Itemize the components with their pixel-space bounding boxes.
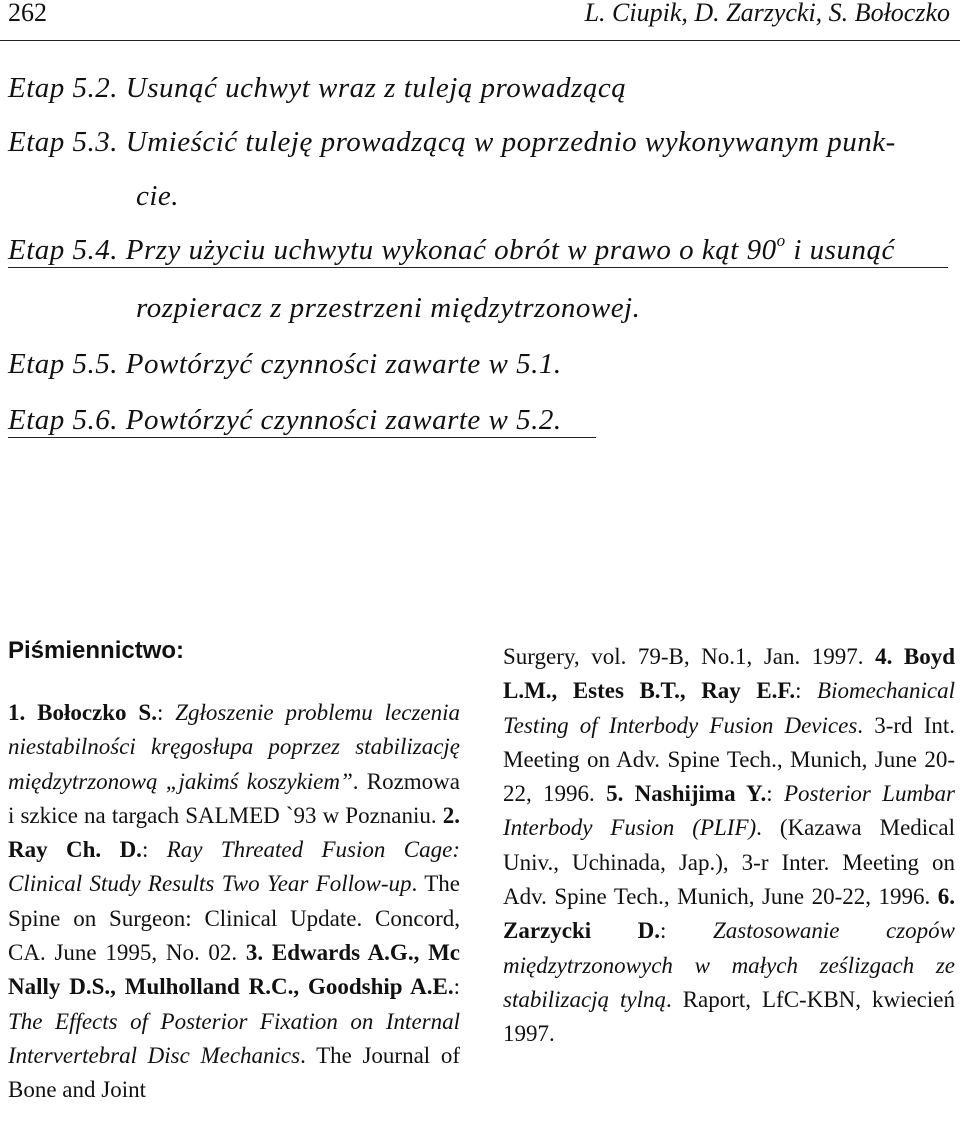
ref-4-rest: . 3-rd Int. Meeting on Adv. Spine Tech., Munich, June 20-22, 1996. [503, 712, 955, 807]
ref-2-title: Ray Threated Fusion Cage: Clinical Study Results Two Year Follow-up [8, 837, 460, 897]
degree-superscript: o [776, 231, 786, 250]
references-heading: Piśmiennictwo: [8, 637, 185, 664]
ref-5-rest: . (Kazawa Medical Univ., Uchinada, Jap.), 3-r Inter. Meeting on Adv. Spine Tech., Munich, June 20-22, 1996. [503, 815, 955, 910]
ref-4-author: 4. Boyd L.M., Estes B.T., Ray E.F. [503, 644, 955, 704]
ref-6-author: 6. Zarzycki D. [503, 884, 955, 944]
ref-6-title: Zastosowanie czopów międzytrzonowych w małych ześlizgach ze stabilizacją tylną [503, 918, 955, 1012]
ref-1-author: 1. Bołoczko S. [8, 700, 157, 725]
page-header [0, 0, 960, 41]
ref-3-sep: : [453, 974, 460, 1000]
step-5-3-line-2: cie. [136, 180, 180, 212]
ref-5-sep: : [766, 781, 784, 807]
running-head-authors: L. Ciupik, D. Zarzycki, S. Bołoczko [584, 0, 950, 27]
ref-2-rest: . The Spine on Surgeon: Clinical Update. Concord, CA. June 1995, No. 02. [8, 871, 460, 966]
step-5-3-line-1: Etap 5.3. Umieścić tuleję prowadzącą w poprzednio wykonywanym punk- [8, 126, 896, 158]
ref-4-sep: : [795, 678, 818, 704]
ref-2-author: 2. Ray Ch. D. [8, 802, 460, 863]
ref-3-rest-right: Surgery, vol. 79-B, No.1, Jan. 1997. [503, 644, 876, 669]
step-5-6: Etap 5.6. Powtórzyć czynności zawarte w 5.2. [8, 404, 596, 438]
references-column-right [503, 640, 955, 1052]
ref-3-author: 3. Edwards A.G., Mc Nally D.S., Mulholland R.C., Goodship A.E. [8, 940, 460, 1000]
ref-6-sep: : [660, 918, 713, 944]
ref-4-title: Biomechanical Testing of Interbody Fusion Devices [503, 678, 956, 738]
references-column-left [8, 696, 460, 1108]
step-5-4-line-1 [8, 231, 948, 268]
step-5-4-text-a: Etap 5.4. Przy użyciu uchwytu wykonać obrót w prawo o kąt 90 [8, 234, 777, 266]
step-5-4-line-2: rozpieracz z przestrzeni międzytrzonowej. [136, 292, 641, 324]
ref-1-title: Zgłoszenie problemu leczenia niestabilności kręgosłupa poprzez stabilizację międzytrzonową „jakimś koszykiem” [8, 700, 461, 794]
ref-5-author: 5. Nashijima Y. [606, 781, 767, 807]
ref-3-rest-left: . The Journal of Bone and Joint [8, 1042, 460, 1103]
ref-1-sep: : [156, 700, 176, 725]
ref-3-title: The Effects of Posterior Fixation on Internal Intervertebral Disc Mechanics [8, 1008, 460, 1068]
ref-2-sep: : [141, 837, 167, 863]
page-number: 262 [8, 0, 47, 27]
step-5-5: Etap 5.5. Powtórzyć czynności zawarte w 5.1. [8, 348, 562, 380]
ref-6-rest: . Raport, LfC-KBN, kwiecień 1997. [503, 986, 955, 1047]
ref-1-rest: . Rozmowa i szkice na targach SALMED `93 w Poznaniu. [8, 768, 460, 828]
ref-5-title: Posterior Lumbar Interbody Fusion (PLIF) [503, 781, 956, 841]
step-5-4-text-b: i usunąć [785, 234, 895, 266]
step-5-2: Etap 5.2. Usunąć uchwyt wraz z tuleją prowadzącą [8, 72, 627, 104]
